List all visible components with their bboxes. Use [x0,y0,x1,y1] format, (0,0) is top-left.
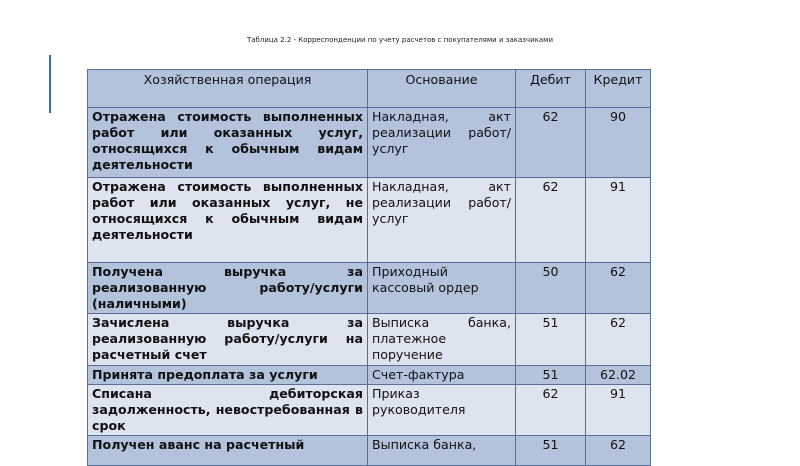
credit-cell: 90 [586,108,651,178]
credit-cell: 91 [586,178,651,263]
basis-cell: Выписка банка, [368,436,516,466]
credit-cell: 62 [586,263,651,314]
debit-cell: 51 [516,366,586,385]
debit-cell: 51 [516,436,586,466]
operation-cell: Принята предоплата за услуги [88,366,368,385]
table-row [88,385,651,436]
operation-cell: Зачислена выручка за реализованную работу/услуги на расчетный счет [88,314,368,366]
basis-cell: Приказ руководителя [368,385,516,436]
table-row [88,436,651,466]
debit-cell: 62 [516,108,586,178]
operation-cell: Списана дебиторская задолженность, невостребованная в срок [88,385,368,436]
header-credit: Кредит [586,70,651,108]
table-caption: Таблица 2.2 - Корреспонденции по учету расчетов с покупателями и заказчиками [246,36,554,44]
basis-cell: Приходный кассовый ордер [368,263,516,314]
operation-cell: Отражена стоимость выполненных работ или оказанных услуг, относящихся к обычным видам деятельности [88,108,368,178]
operation-cell: Получен аванс на расчетный [88,436,368,466]
operation-cell: Получена выручка за реализованную работу/услуги (наличными) [88,263,368,314]
table-row [88,108,651,178]
debit-cell: 62 [516,178,586,263]
credit-cell: 91 [586,385,651,436]
basis-cell: Выписка банка, платежное поручение [368,314,516,366]
table-row [88,366,651,385]
credit-cell: 62.02 [586,366,651,385]
table-row [88,314,651,366]
debit-cell: 62 [516,385,586,436]
accent-line [49,55,51,113]
debit-cell: 50 [516,263,586,314]
header-debit: Дебит [516,70,586,108]
table-row [88,178,651,263]
header-row [88,70,651,108]
basis-cell: Счет-фактура [368,366,516,385]
basis-cell: Накладная, акт реализации работ/услуг [368,108,516,178]
table-row [88,263,651,314]
header-basis: Основание [368,70,516,108]
credit-cell: 62 [586,314,651,366]
basis-cell: Накладная, акт реализации работ/услуг [368,178,516,263]
operations-table [87,69,651,466]
debit-cell: 51 [516,314,586,366]
credit-cell: 62 [586,436,651,466]
header-operation: Хозяйственная операция [88,70,368,108]
operation-cell: Отражена стоимость выполненных работ или оказанных услуг, не относящихся к обычным видам деятельности [88,178,368,263]
